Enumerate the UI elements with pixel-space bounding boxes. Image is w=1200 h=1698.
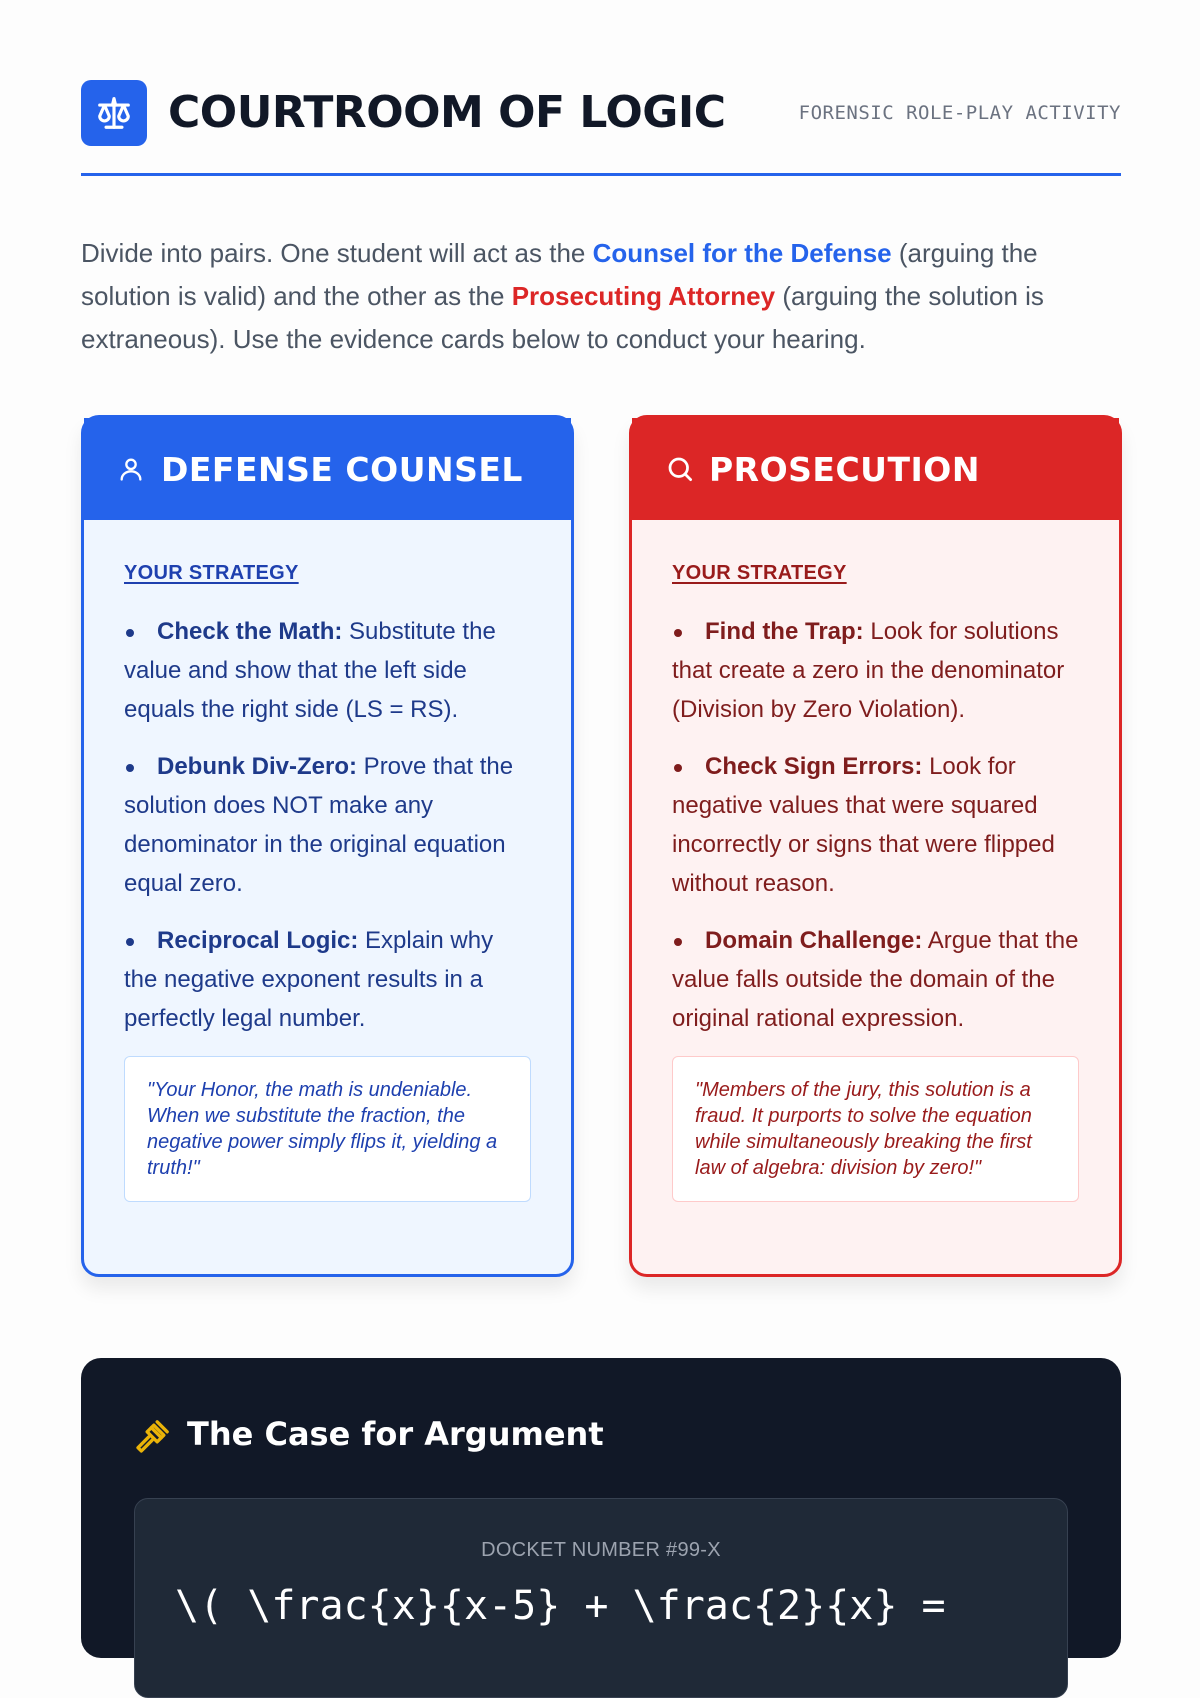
gavel-icon: [133, 1416, 173, 1456]
user-icon: [117, 453, 147, 485]
list-item: [672, 921, 1079, 1038]
case-title: The Case for Argument: [187, 1415, 604, 1453]
prosecution-role-highlight: Prosecuting Attorney: [511, 281, 776, 311]
docket-equation: \( \frac{x}{x-5} + \frac{2}{x} =: [175, 1583, 946, 1629]
defense-card: [81, 415, 574, 1277]
strategy-term: Debunk Div-Zero:: [157, 753, 358, 780]
list-item: [124, 747, 531, 903]
prosecution-card: [629, 415, 1122, 1277]
strategy-term: Check the Math:: [157, 618, 343, 645]
prosecution-card-title: PROSECUTION: [709, 449, 980, 489]
list-item: [124, 612, 531, 729]
strategy-term: Reciprocal Logic:: [157, 927, 359, 954]
docket-label: DOCKET NUMBER #99-X: [481, 1539, 721, 1561]
defense-role-highlight: Counsel for the Defense: [592, 238, 892, 268]
intro-text-2: (arguing the solution is valid) and the other as the: [81, 238, 1038, 311]
defense-strategy-label: YOUR STRATEGY: [124, 562, 299, 584]
logo-badge: [81, 80, 147, 146]
defense-card-title: DEFENSE COUNSEL: [161, 449, 523, 489]
page-title: COURTROOM OF LOGIC: [168, 87, 726, 138]
docket-box: [134, 1498, 1068, 1698]
strategy-text: Look for negative values that were squared incorrectly or signs that were flipped without reason.: [672, 753, 1055, 897]
list-item: [672, 612, 1079, 729]
page-header: [81, 80, 1121, 176]
strategy-term: Domain Challenge:: [705, 927, 923, 954]
prosecution-strategy-label: YOUR STRATEGY: [672, 562, 847, 584]
defense-strategy-list: [124, 612, 531, 1038]
list-item: [124, 921, 531, 1038]
search-icon: [665, 453, 695, 485]
prosecution-quote: "Members of the jury, this solution is a fraud. It purports to solve the equation while simultaneously breaking the first law of algebra: division by zero!": [672, 1056, 1079, 1202]
defense-card-header: [84, 418, 571, 520]
intro-text-3: (arguing the solution is extraneous). Use the evidence cards below to conduct your hearing.: [81, 281, 1044, 354]
prosecution-card-header: [632, 418, 1119, 520]
scales-icon: [95, 94, 133, 132]
case-section: [81, 1358, 1121, 1658]
strategy-text: Argue that the value falls outside the domain of the original rational expression.: [672, 927, 1079, 1032]
strategy-text: Look for solutions that create a zero in the denominator (Division by Zero Violation).: [672, 618, 1065, 723]
strategy-term: Check Sign Errors:: [705, 753, 923, 780]
intro-text-1: Divide into pairs. One student will act as the: [81, 238, 593, 268]
prosecution-card-body: [632, 520, 1119, 1202]
page-subtitle: FORENSIC ROLE-PLAY ACTIVITY: [798, 102, 1121, 124]
prosecution-strategy-list: [672, 612, 1079, 1038]
strategy-text: Explain why the negative exponent results in a perfectly legal number.: [124, 927, 494, 1032]
strategy-text: Substitute the value and show that the left side equals the right side (LS = RS).: [124, 618, 496, 723]
strategy-text: Prove that the solution does NOT make any denominator in the original equation equal zero.: [124, 753, 514, 897]
strategy-term: Find the Trap:: [705, 618, 864, 645]
defense-quote: "Your Honor, the math is undeniable. When we substitute the fraction, the negative power simply flips it, yielding a truth!": [124, 1056, 531, 1202]
intro-paragraph: [81, 232, 1126, 361]
list-item: [672, 747, 1079, 903]
defense-card-body: [84, 520, 571, 1202]
